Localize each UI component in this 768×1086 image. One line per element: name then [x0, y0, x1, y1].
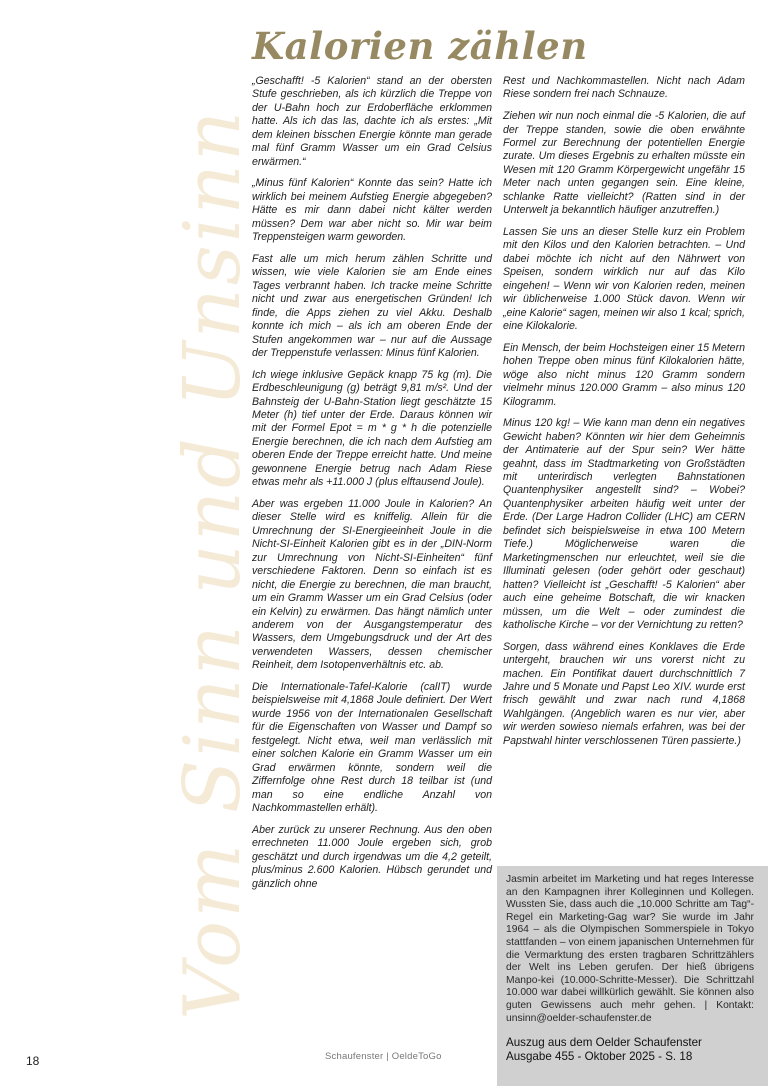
paragraph: Aber was ergeben 11.000 Joule in Kalorien? An dieser Stelle wird es kniffelig. Allein für die Umrechnung der SI-Energieeinheit Joule in die Nicht-SI-Einheit Kalorien gibt es in der „DIN-Norm zur Umrechnung von Nicht-SI-Einheiten“ fünf verschiedene Faktoren. Denn so einfach ist es nicht, die Energie zu berechnen, die man braucht, um ein Gramm Wasser um ein Grad Celsius (oder ein Kelvin) zu erwärmen. Das hängt nämlich unter anderem von der Ausgangstemperatur des Wassers, dem Umgebungsdruck und der Art des verwendeten Wassers, dessen chemischer Reinheit, dem Isotopenverhältnis etc. ab.	[252, 497, 492, 672]
author-infobox	[497, 866, 768, 1086]
paragraph: Aber zurück zu unserer Rechnung. Aus den oben errechneten 11.000 Joule ergeben sich, grob geschätzt und durch irgendwas um die 4,2 geteilt, plus/minus 2.600 Kalorien. Hübsch gerundet und gänzlich ohne	[252, 823, 492, 890]
paragraph: Lassen Sie uns an dieser Stelle kurz ein Problem mit den Kilos und den Kalorien betrachten. – Und dabei möchte ich nicht auf den Nährwert von Speisen, sondern wirklich nur auf das Kilo eingehen! – Wenn wir von Kalorien reden, meinen wir üblicherweise 1.000 Stück davon. Wenn wir „eine Kalorie“ sagen, meinen wir also 1 kcal; sprich, eine Kilokalorie.	[503, 225, 746, 333]
paragraph: Ich wiege inklusive Gepäck knapp 75 kg (m). Die Erdbeschleunigung (g) beträgt 9,81 m/s². Und der Bahnsteig der U-Bahn-Station liegt geschätzte 15 Meter (h) tief unter der Erde. Daraus können wir mit der Formel Epot = m * g * h die potenzielle Energie berechnen, die ich nach dem Aufstieg am oberen Ende der Treppe erreicht hatte. Und meine gewonnene Energie betrug nach Adam Riese etwas mehr als +11.000 J (plus elftausend Joule).	[252, 368, 492, 489]
article-title: Kalorien zählen	[252, 24, 588, 68]
page-number: 18	[26, 1054, 40, 1068]
paragraph: Minus 120 kg! – Wie kann man denn ein negatives Gewicht haben? Könnten wir hier dem Geheimnis der Antimaterie auf der Spur sein? Wer hätte geahnt, dass im Stadtmarketing von Großstädten mit unterirdisch verlegten Bahnstationen Quantenphysiker angestellt sind? – Wobei? Quantenphysiker arbeiten häufig weit unter der Erde. (Der Large Hadron Collider (LHC) am CERN befindet sich beispielsweise in etwa 100 Metern Tiefe.) Möglicherweise waren die Marketingmenschen nur erleuchtet, weil sie die Illuminati gelesen (oder gehört oder geschaut) hatten? Vielleicht ist „Geschafft! -5 Kalorien“ aber auch eine geheime Botschaft, die wir knacken müssen, um die Welt – oder zumindest die katholische Kirche – vor der Vernichtung zu retten?	[503, 417, 745, 631]
paragraph: „Geschafft! -5 Kalorien“ stand an der obersten Stufe geschrieben, als ich kürzlich die Treppe von der U-Bahn hoch zur Erdoberfläche erklommen hatte. Als ich das las, dachte ich als erstes: „Mit dem kleinen bisschen Energie könnte man gerade mal fünf Gramm Wasser um ein Grad Celsius erwärmen.“	[252, 75, 492, 168]
paragraph: Sorgen, dass während eines Konklaves die Erde untergeht, brauchen wir uns vorerst nicht zu machen. Ein Pontifikat dauert durchschnittlich 7 Jahre und 5 Monate und Papst Leo XIV. wurde erst frisch gewählt und zwar nach rund 4,1868 Wahlgängen. (Angeblich waren es nur vier, aber wir werden sowieso niemals erfahren, was bei der Papstwahl hinter verschlossenen Türen passierte.)	[503, 640, 745, 747]
article-column-right	[503, 75, 745, 756]
footer-brand: Schaufenster | OeldeToGo	[325, 1051, 442, 1062]
column-watermark: Vom Sinn und Unsinn	[168, 107, 258, 1020]
paragraph: Die Internationale-Tafel-Kalorie (calIT) wurde beispielsweise mit 4,1868 Joule definiert. Der Wert wurde 1956 von der Internationalen Gesellschaft für die Eigenschaften von Wasser und Dampf so festgelegt. Nicht etwa, weil man verlässlich mit einer solchen Kalorie ein Gramm Wasser um ein Grad erwärmen könnte, sondern weil die Ziffernfolge ohne Rest durch 18 teilbar ist (und man so eine endliche Anzahl von Nachkommastellen erhält).	[252, 680, 492, 815]
paragraph: Ziehen wir nun noch einmal die -5 Kalorien, die auf der Treppe standen, sowie die oben erwähnte Formel zur Berechnung der potentiellen Energie zurate. Um dieses Ergebnis zu erhalten müsste ein Wesen mit 120 Gramm Körpergewicht ungefähr 15 Meter nach unten gegangen sein. Eine kleine, schlanke Ratte vielleicht? (Ratten sind in der Unterwelt ja bekanntlich häufiger anzutreffen.)	[503, 110, 745, 217]
paragraph: Fast alle um mich herum zählen Schritte und wissen, wie viele Kalorien sie am Ende eines Tages verbrannt haben. Ich tracke meine Schritte nicht und zwar aus energetischen Gründen! Ich finde, die Apps ziehen zu viel Akku. Deshalb konnte ich mich – als ich am oberen Ende der Stufen angekommen war – nur auf die Aussage der Treppenstufe verlassen: Minus fünf Kalorien.	[252, 252, 492, 359]
paragraph: Ein Mensch, der beim Hochsteigen einer 15 Metern hohen Treppe oben minus fünf Kilokalorien hätte, wöge also nicht minus 120 Gramm sondern vielmehr minus 120.000 Gramm – also minus 120 Kilogramm.	[503, 341, 745, 408]
source-line-publication: Auszug aus dem Oelder Schaufenster	[506, 1036, 702, 1050]
paragraph: Rest und Nachkommastellen. Nicht nach Adam Riese sondern frei nach Schnauze.	[503, 75, 745, 101]
article-column-left	[252, 75, 492, 899]
source-citation	[506, 1036, 754, 1064]
author-bio: Jasmin arbeitet im Marketing und hat reges Interesse an den Kampagnen ihrer Kolleginnen und Kollegen. Wussten Sie, dass auch die „10.000 Schritte am Tag“-Regel ein Marketing-Gag war? Sie wurde im Jahr 1964 – als die Olympischen Sommerspiele in Tokyo stattfanden – von einem japanischen Unternehmen für die Vermarktung des ersten tragbaren Schrittzählers der Welt ins Leben gerufen. Der hieß übrigens Manpo-kei (10.000-Schritte-Messer). Die Schrittzahl 10.000 war dabei willkürlich gewählt. Sie können also guten Gewissens auch mehr gehen. | Kontakt: unsinn@oelder-schaufenster.de	[506, 874, 754, 1024]
paragraph: „Minus fünf Kalorien“ Konnte das sein? Hatte ich wirklich bei meinem Aufstieg Energie abgegeben? Hätte es mir dann dabei nicht kälter werden müssen? Dem war aber nicht so. Mir war beim Treppensteigen warm geworden.	[252, 177, 492, 244]
source-line-issue: Ausgabe 455 - Oktober 2025 - S. 18	[506, 1050, 693, 1064]
